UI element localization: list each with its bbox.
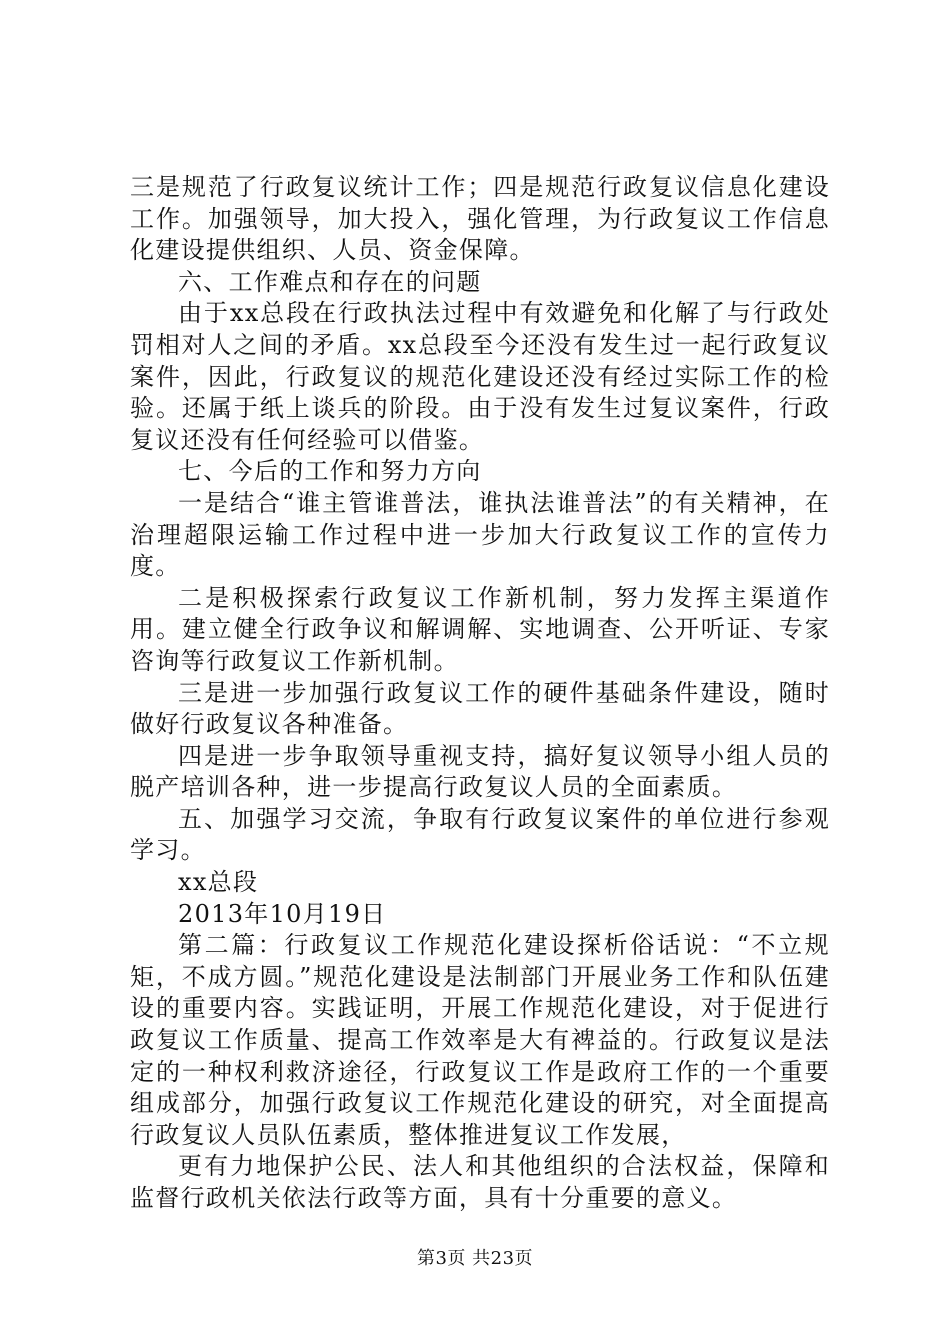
section-heading: 七、今后的工作和努力方向 [178,457,482,486]
page-number-footer: 第3页 共23页 [416,1248,534,1269]
paragraph: 由于xx总段在行政执法过程中有效避免和化解了与行政处罚相对人之间的矛盾。xx总段至今还没有发生过一起行政复议案件，因此，行政复议的规范化建设还没有经过实际工作的检验。还属于纸上谈兵的阶段。由于没有发生过复议案件，行政复议还没有任何经验可以借鉴。 [130,299,830,454]
paragraph: 一是结合“谁主管谁普法，谁执法谁普法”的有关精神，在治理超限运输工作过程中进一步加大行政复议工作的宣传力度。 [130,488,830,581]
paragraph: 第二篇：行政复议工作规范化建设探析俗话说：“不立规矩，不成方圆。”规范化建设是法制部门开展业务工作和队伍建设的重要内容。实践证明，开展工作规范化建设，对于促进行政复议工作质量、提高工作效率是大有裨益的。行政复议是法定的一种权利救济途径，行政复议工作是政府工作的一个重要组成部分，加强行政复议工作规范化建设的研究，对全面提高行政复议人员队伍素质，整体推进复议工作发展， [130,931,830,1149]
document-body [130,172,830,1215]
paragraph: 二是积极探索行政复议工作新机制，努力发挥主渠道作用。建立健全行政争议和解调解、实地调查、公开听证、专家咨询等行政复议工作新机制。 [130,583,830,675]
paragraph: 五、加强学习交流，争取有行政复议案件的单位进行参观学习。 [130,804,830,865]
signature-org: xx总段 [178,868,259,897]
paragraph: 四是进一步争取领导重视支持，搞好复议领导小组人员的脱产培训各种，进一步提高行政复议人员的全面素质。 [130,741,830,802]
section-heading: 六、工作难点和存在的问题 [178,267,482,296]
paragraph: 三是进一步加强行政复议工作的硬件基础条件建设，随时做好行政复议各种准备。 [130,678,830,739]
paragraph: 更有力地保护公民、法人和其他组织的合法权益，保障和监督行政机关依法行政等方面，具有十分重要的意义。 [130,1152,830,1212]
signature-date: 2013年10月19日 [178,899,387,928]
paragraph: 三是规范了行政复议统计工作；四是规范行政复议信息化建设工作。加强领导，加大投入，强化管理，为行政复议工作信息化建设提供组织、人员、资金保障。 [130,173,830,265]
